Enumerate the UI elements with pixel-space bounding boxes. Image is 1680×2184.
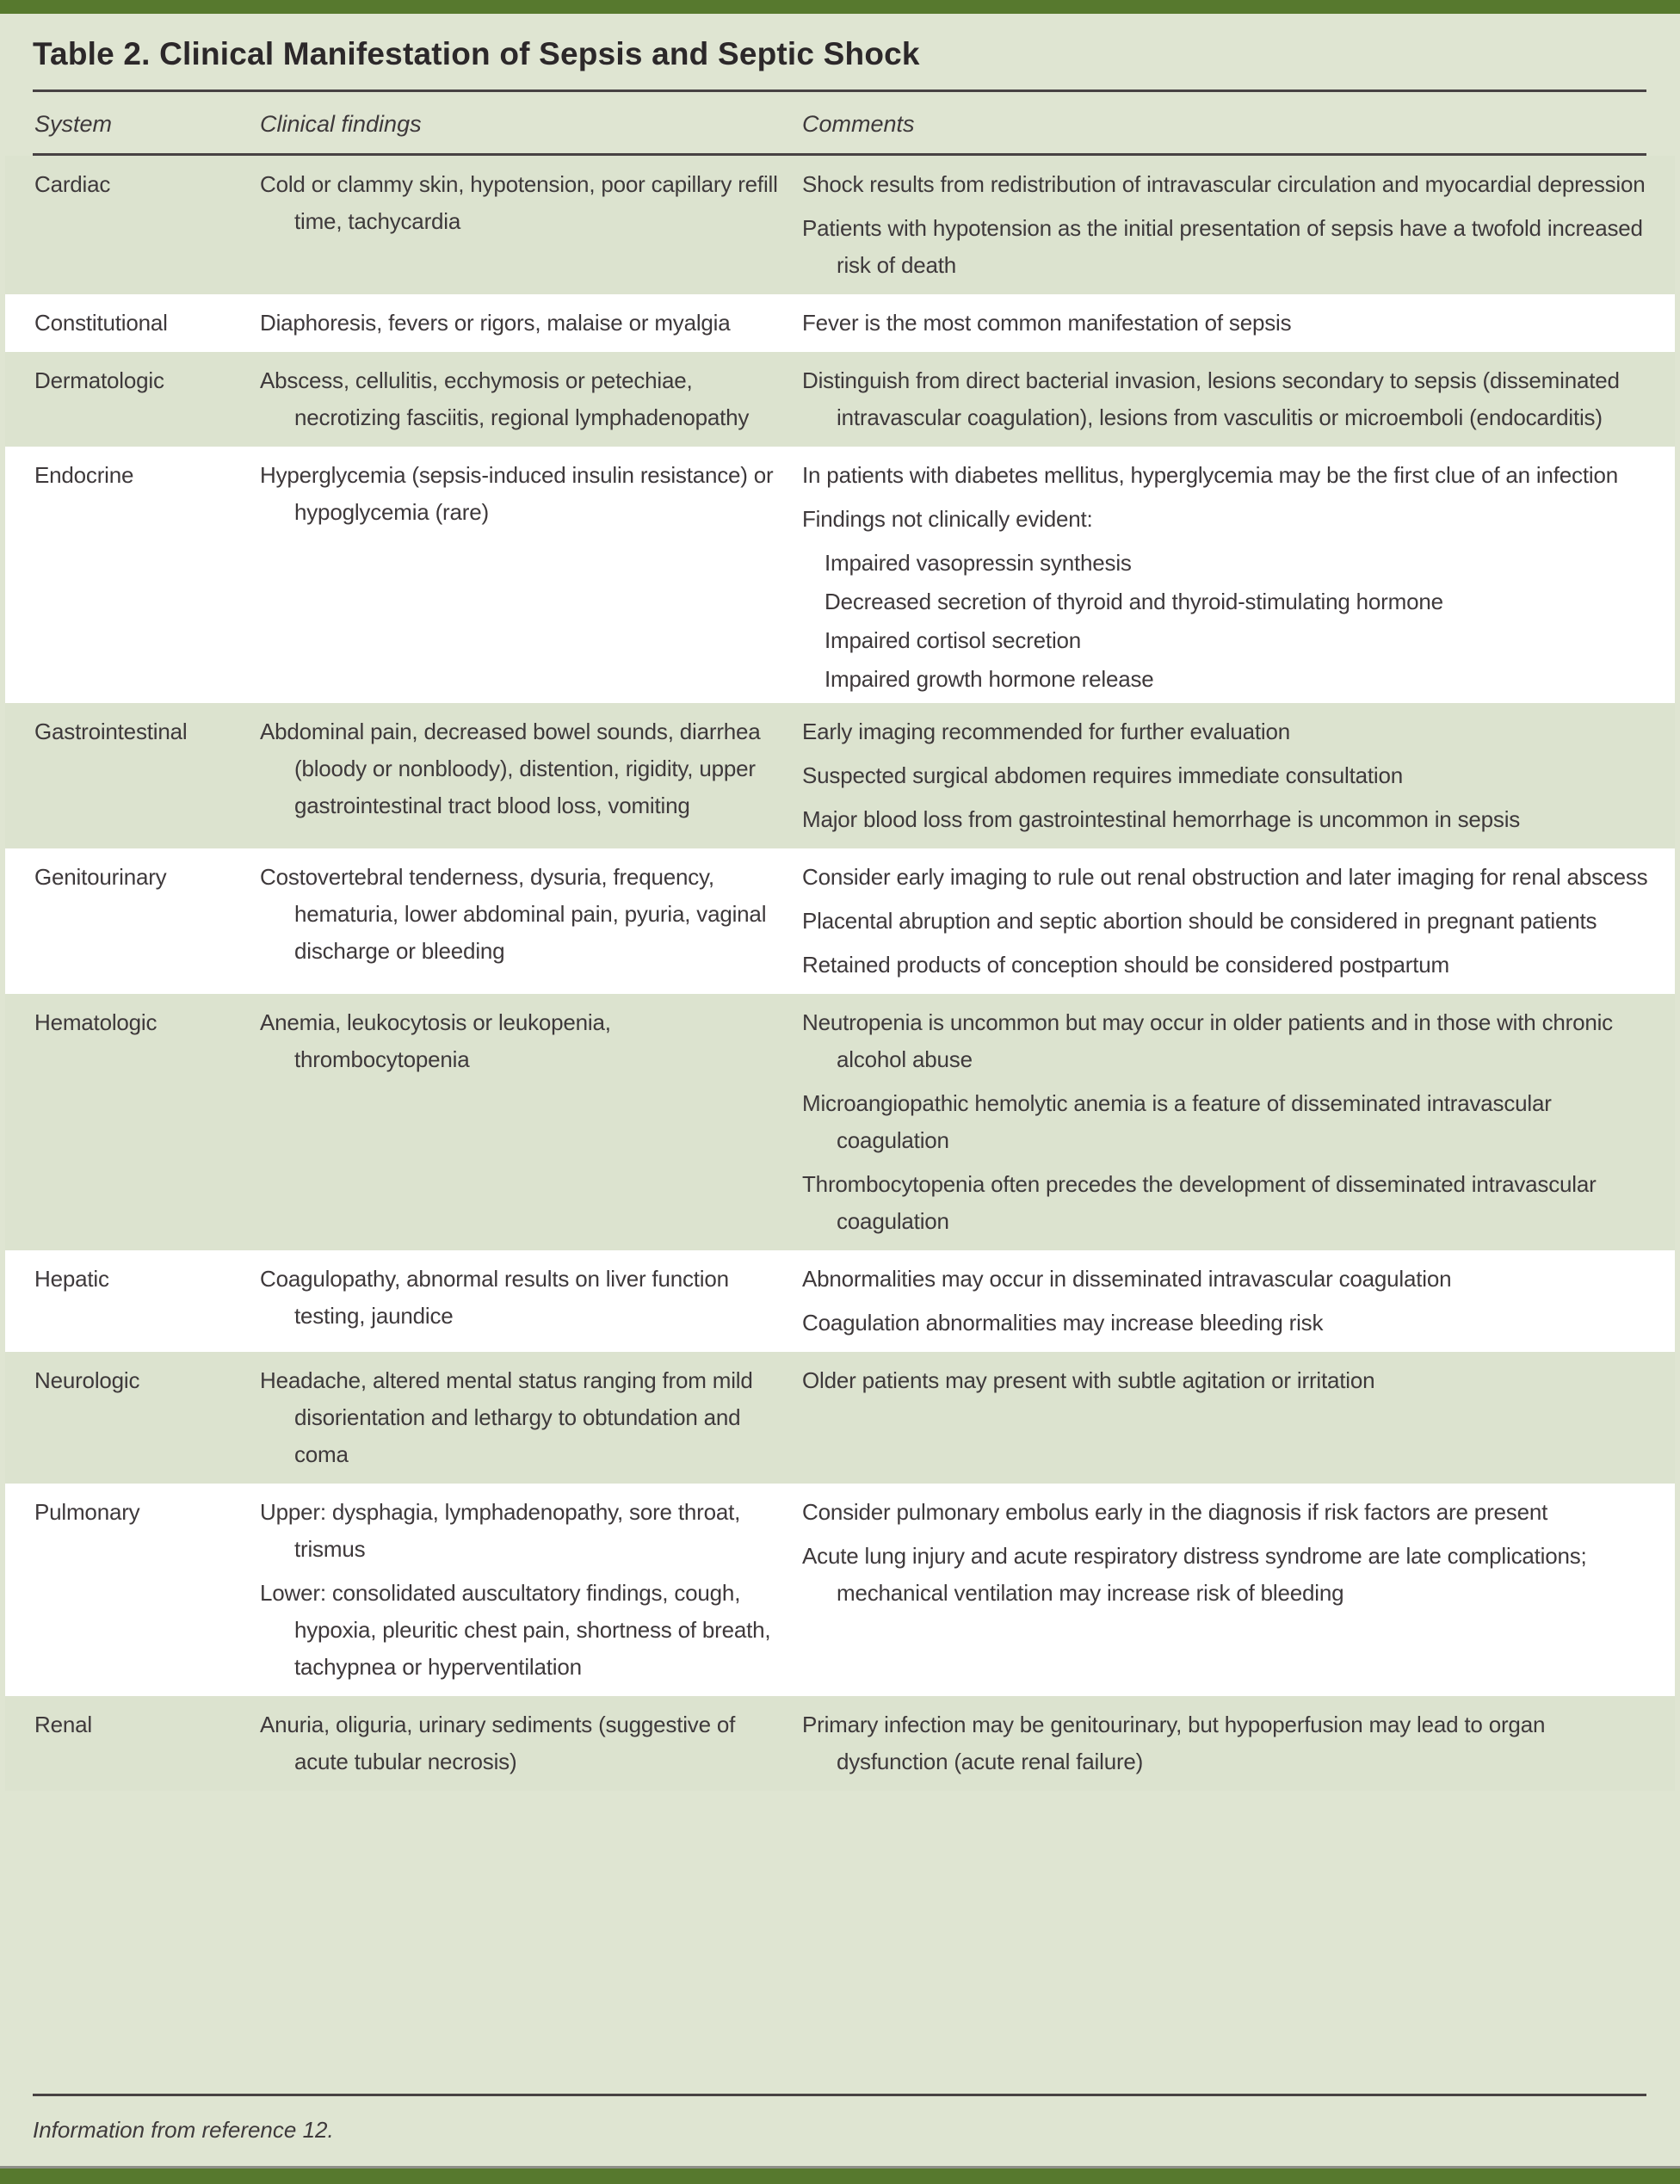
cell-paragraph: Consider early imaging to rule out renal obstruction and later imaging for renal abscess — [802, 864, 1648, 890]
cell-paragraph: Fever is the most common manifestation of sepsis — [802, 310, 1292, 336]
cell-paragraph: Suspected surgical abdomen requires immediate consultation — [802, 762, 1404, 788]
table-row — [5, 447, 1675, 703]
cell-paragraph: Early imaging recommended for further evaluation — [802, 719, 1291, 744]
table-footnote: Information from reference 12. — [33, 2117, 334, 2143]
top-accent-bar — [0, 0, 1680, 14]
cell-paragraph: Headache, altered mental status ranging from mild disorientation and lethargy to obtundation and coma — [260, 1367, 753, 1467]
system-cell — [5, 1706, 260, 1787]
system-label: Hepatic — [34, 1266, 109, 1292]
comments-cell — [802, 1261, 1675, 1348]
column-header-system: System — [34, 111, 113, 137]
system-label: Neurologic — [34, 1367, 140, 1393]
system-label: Dermatologic — [34, 367, 164, 393]
table-row — [5, 848, 1675, 994]
cell-paragraph: Acute lung injury and acute respiratory distress syndrome are late complications; mechanical ventilation may increase risk of bleeding — [802, 1543, 1587, 1606]
system-cell — [5, 713, 260, 845]
findings-cell — [260, 1261, 802, 1348]
comments-cell — [802, 1004, 1675, 1247]
table-title: Table 2. Clinical Manifestation of Sepsis and Septic Shock — [33, 36, 920, 71]
system-label: Pulmonary — [34, 1499, 140, 1525]
cell-paragraph: Impaired cortisol secretion — [825, 627, 1082, 653]
comments-cell — [802, 713, 1675, 845]
cell-paragraph: Abscess, cellulitis, ecchymosis or petechiae, necrotizing fasciitis, regional lymphadenopathy — [260, 367, 750, 430]
cell-paragraph: Distinguish from direct bacterial invasion, lesions secondary to sepsis (disseminated intravascular coagulation), lesions from vasculitis or microemboli (endocarditis) — [802, 367, 1620, 430]
comments-cell — [802, 1362, 1675, 1480]
system-label: Gastrointestinal — [34, 719, 188, 744]
findings-cell — [260, 1362, 802, 1480]
findings-cell — [260, 713, 802, 845]
findings-cell — [260, 362, 802, 443]
cell-paragraph: Thrombocytopenia often precedes the development of disseminated intravascular coagulation — [802, 1171, 1597, 1234]
bottom-rule — [33, 2094, 1646, 2096]
findings-cell — [260, 166, 802, 291]
cell-paragraph: Retained products of conception should be considered postpartum — [802, 952, 1450, 978]
system-label: Genitourinary — [34, 864, 167, 890]
cell-paragraph: Impaired vasopressin synthesis — [825, 550, 1132, 576]
cell-paragraph: Coagulation abnormalities may increase bleeding risk — [802, 1310, 1324, 1336]
cell-paragraph: Major blood loss from gastrointestinal hemorrhage is uncommon in sepsis — [802, 806, 1521, 832]
table-row — [5, 703, 1675, 848]
table-row — [5, 1696, 1675, 1791]
table-row — [5, 156, 1675, 294]
findings-cell — [260, 1706, 802, 1787]
comments-cell — [802, 1706, 1675, 1787]
cell-paragraph: Anemia, leukocytosis or leukopenia, thrombocytopenia — [260, 1009, 611, 1072]
cell-paragraph: Older patients may present with subtle agitation or irritation — [802, 1367, 1375, 1393]
cell-paragraph: Impaired growth hormone release — [825, 666, 1154, 692]
cell-paragraph: Cold or clammy skin, hypotension, poor capillary refill time, tachycardia — [260, 171, 778, 234]
cell-paragraph: Decreased secretion of thyroid and thyroid-stimulating hormone — [825, 589, 1443, 614]
comments-cell — [802, 362, 1675, 443]
system-label: Hematologic — [34, 1009, 158, 1035]
column-header-comments: Comments — [802, 111, 915, 137]
cell-paragraph: Abdominal pain, decreased bowel sounds, diarrhea (bloody or nonbloody), distention, rigidity, upper gastrointestinal tract blood loss, vomiting — [260, 719, 761, 818]
cell-paragraph: Hyperglycemia (sepsis-induced insulin resistance) or hypoglycemia (rare) — [260, 462, 774, 525]
system-cell — [5, 305, 260, 349]
cell-paragraph: Coagulopathy, abnormal results on liver function testing, jaundice — [260, 1266, 729, 1329]
system-cell — [5, 362, 260, 443]
system-label: Endocrine — [34, 462, 134, 488]
bottom-accent-bar — [0, 2166, 1680, 2184]
cell-paragraph: Primary infection may be genitourinary, but hypoperfusion may lead to organ dysfunction (acute renal failure) — [802, 1712, 1546, 1774]
cell-paragraph: Lower: consolidated auscultatory findings, cough, hypoxia, pleuritic chest pain, shortness of breath, tachypnea or hyperventilation — [260, 1580, 771, 1680]
table-row — [5, 352, 1675, 447]
table-row — [5, 1352, 1675, 1484]
table-row — [5, 994, 1675, 1250]
cell-paragraph: Anuria, oliguria, urinary sediments (suggestive of acute tubular necrosis) — [260, 1712, 736, 1774]
cell-paragraph: Neutropenia is uncommon but may occur in older patients and in those with chronic alcohol abuse — [802, 1009, 1613, 1072]
system-cell — [5, 457, 260, 700]
comments-cell — [802, 1494, 1675, 1693]
comments-cell — [802, 457, 1675, 700]
findings-cell — [260, 1494, 802, 1693]
column-header-row — [5, 92, 1675, 153]
table-body — [0, 156, 1680, 1791]
cell-paragraph: In patients with diabetes mellitus, hyperglycemia may be the first clue of an infection — [802, 462, 1618, 488]
cell-paragraph: Placental abruption and septic abortion should be considered in pregnant patients — [802, 908, 1597, 934]
cell-paragraph: Findings not clinically evident: — [802, 506, 1093, 532]
system-cell — [5, 859, 260, 990]
cell-paragraph: Abnormalities may occur in disseminated intravascular coagulation — [802, 1266, 1452, 1292]
findings-cell — [260, 1004, 802, 1247]
table-row — [5, 1484, 1675, 1696]
system-label: Cardiac — [34, 171, 111, 197]
comments-cell — [802, 859, 1675, 990]
column-header-findings: Clinical findings — [260, 111, 422, 137]
table-row — [5, 294, 1675, 352]
cell-paragraph: Upper: dysphagia, lymphadenopathy, sore throat, trismus — [260, 1499, 741, 1562]
system-cell — [5, 1494, 260, 1693]
cell-paragraph: Microangiopathic hemolytic anemia is a feature of disseminated intravascular coagulation — [802, 1090, 1552, 1153]
table-row — [5, 1250, 1675, 1352]
findings-cell — [260, 457, 802, 700]
findings-cell — [260, 305, 802, 349]
cell-paragraph: Diaphoresis, fevers or rigors, malaise or myalgia — [260, 310, 731, 336]
cell-paragraph: Costovertebral tenderness, dysuria, frequency, hematuria, lower abdominal pain, pyuria, vaginal discharge or bleeding — [260, 864, 767, 964]
system-cell — [5, 1261, 260, 1348]
system-cell — [5, 1004, 260, 1247]
cell-paragraph: Patients with hypotension as the initial presentation of sepsis have a twofold increased risk of death — [802, 215, 1643, 278]
findings-cell — [260, 859, 802, 990]
system-label: Constitutional — [34, 310, 168, 336]
cell-paragraph: Shock results from redistribution of intravascular circulation and myocardial depression — [802, 171, 1646, 197]
cell-paragraph: Consider pulmonary embolus early in the diagnosis if risk factors are present — [802, 1499, 1548, 1525]
system-cell — [5, 1362, 260, 1480]
spacer — [0, 1791, 1680, 2094]
comments-cell — [802, 166, 1675, 291]
system-cell — [5, 166, 260, 291]
system-label: Renal — [34, 1712, 92, 1737]
comments-cell — [802, 305, 1675, 349]
